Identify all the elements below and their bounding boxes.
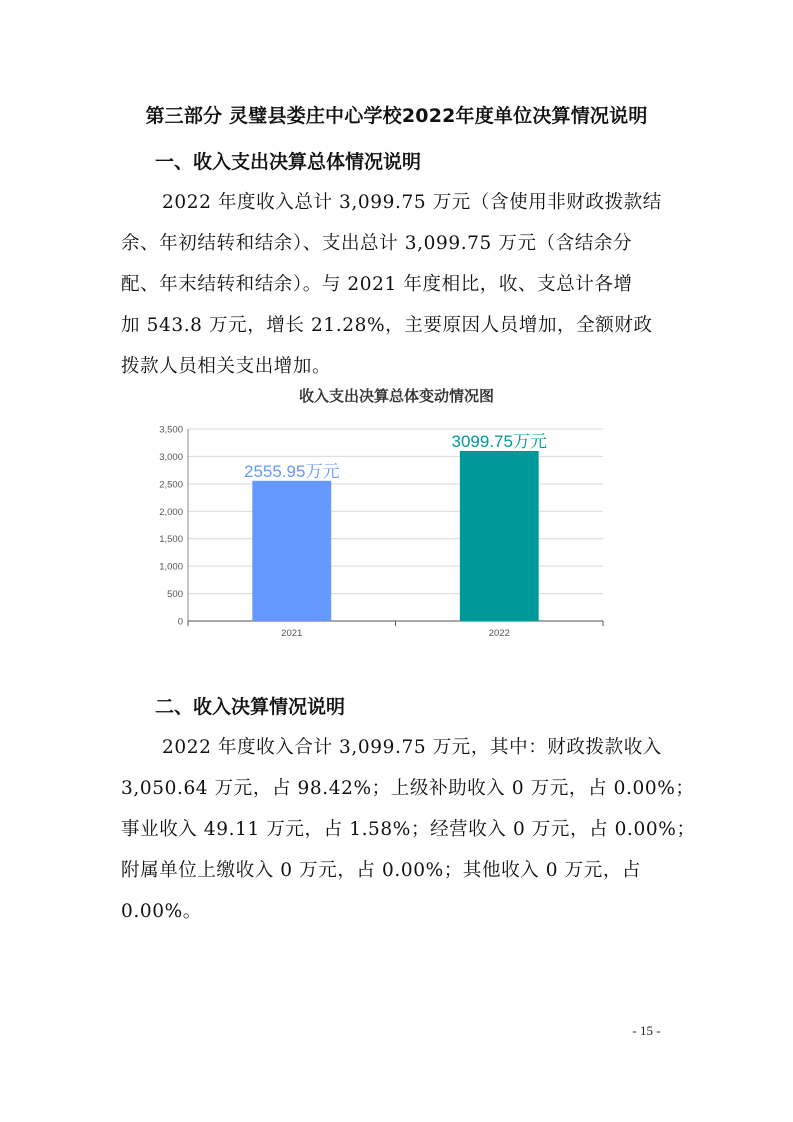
page-number: - 15 - [632, 1023, 661, 1038]
paragraph-line: 0.00%。 [121, 901, 202, 922]
page-title: 第三部分 灵璧县娄庄中心学校2022年度单位决算情况说明 [145, 105, 648, 127]
paragraph-line: 事业收入 49.11 万元，占 1.58%；经营收入 0 万元，占 0.00%； [121, 819, 696, 840]
section-heading-2: 二、收入决算情况说明 [155, 696, 346, 718]
y-tick-label: 1,500 [159, 534, 183, 546]
y-tick-label: 3,500 [159, 424, 183, 436]
paragraph-line: 配、年末结转和结余）。与 2021 年度相比，收、支总计各增 [121, 274, 633, 295]
y-tick-label: 2,000 [159, 506, 183, 518]
paragraph-line: 拨款人员相关支出增加。 [121, 356, 332, 377]
chart-title: 收入支出决算总体变动情况图 [298, 387, 494, 405]
paragraph-line: 3,050.64 万元，占 98.42%；上级补助收入 0 万元，占 0.00%； [121, 778, 695, 799]
paragraph-line: 2022 年度收入合计 3,099.75 万元，其中：财政拨款收入 [162, 737, 662, 758]
y-tick-label: 3,000 [159, 451, 183, 463]
x-tick-label: 2022 [488, 628, 510, 639]
y-tick-label: 2,500 [159, 479, 183, 491]
paragraph-line: 余、年初结转和结余）、支出总计 3,099.75 万元（含结余分 [121, 233, 633, 254]
bar [252, 481, 331, 621]
y-tick-label: 0 [177, 616, 183, 628]
paragraph-line: 2022 年度收入总计 3,099.75 万元（含使用非财政拨款结 [162, 192, 662, 213]
paragraph-line: 加 543.8 万元，增长 21.28%，主要原因人员增加，全额财政 [121, 315, 653, 336]
x-tick-label: 2021 [281, 628, 303, 639]
y-tick-label: 500 [167, 589, 183, 601]
bar [460, 451, 539, 621]
section-heading-1: 一、收入支出决算总体情况说明 [155, 151, 422, 173]
paragraph-line: 附属单位上缴收入 0 万元，占 0.00%；其他收入 0 万元，占 [121, 860, 642, 881]
data-label: 3099.75万元 [451, 431, 547, 451]
data-label: 2555.95万元 [244, 461, 340, 481]
y-tick-label: 1,000 [159, 561, 183, 573]
